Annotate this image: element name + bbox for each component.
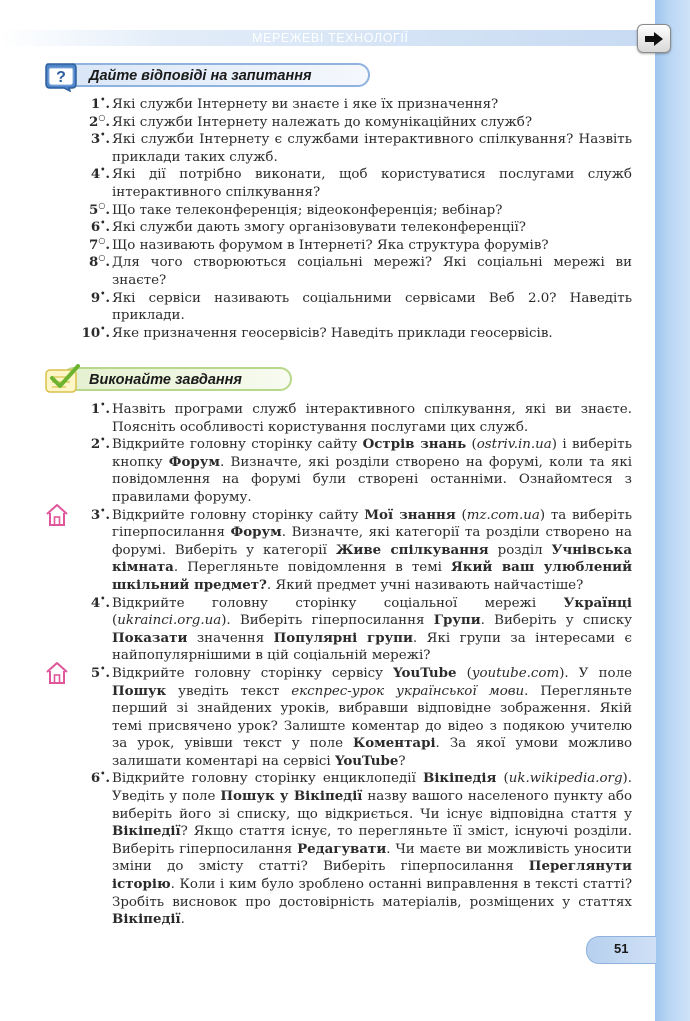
text-run: . Який предмет учні називають найчастіше? [266,577,584,593]
difficulty-mark: • [100,399,106,409]
italic-term: youtube.com [471,665,560,681]
checklist-icon [42,364,82,396]
question-text: Які сервіси називають соціальними сервісами Веб 2.0? Наведіть приклади. [112,290,632,324]
item-number: 5•. [90,662,110,681]
tasks-section-title: Виконайте завдання [89,372,242,388]
text-run: ( [455,507,467,523]
bold-term: Пошук у Вікіпедії [220,788,363,805]
text-run: . Які групи за інтересами є найпопулярнішими в цій соціальній мережі? [112,630,632,664]
item-number: 9•. [90,287,110,306]
text-run: ( [456,665,472,681]
difficulty-mark: • [100,592,106,603]
bold-term: Острів знань [362,436,467,453]
item-number-value: 6 [90,219,101,236]
text-run: . Перегляньте перший зі знайдених уроків, вибравши відповідне зображення. Якій темі присвячено урок? Залиште коментар до відео з подякою учителю за урок, увівши текст у поле [112,683,632,752]
bold-term: YouTube [393,664,457,681]
task-text [112,666,632,769]
text-run: Відкрийте головну сторінку сайту [112,507,365,523]
item-number: 2○. [89,111,110,130]
task-item [0,436,632,506]
item-number: 6•. [90,217,110,236]
bold-term: Групи [433,612,481,629]
item-number: 2•. [90,434,110,453]
task-text [112,402,632,435]
home-task-icon [44,660,70,686]
item-number-value: 10 [81,324,101,341]
questions-section-title: Дайте відповіді на запитання [89,68,312,84]
svg-text:?: ? [56,69,66,86]
text-run: . [180,912,185,928]
bold-term: Пошук [112,682,167,699]
item-number-value: 5 [90,664,101,681]
bold-term: Мої знання [364,506,456,523]
item-number-value: 3 [90,506,101,523]
question-text: Які служби Інтернету ви знаєте і яке їх призначення? [112,97,499,112]
task-item [0,770,632,928]
item-number: 7○. [89,234,110,253]
bold-term: Вікіпедії [112,911,181,928]
difficulty-mark: • [100,164,106,175]
text-run: ). Виберіть гіперпосилання [221,613,434,629]
difficulty-mark: • [100,287,106,298]
question-icon [42,60,82,92]
item-number-value: 4 [90,166,101,183]
question-text: Яке призначення геосервісів? Наведіть приклади геосервісів. [112,325,553,341]
text-run: ( [112,613,118,629]
item-number: 8○. [89,252,110,271]
arrow-right-icon [644,31,664,47]
task-text [112,437,632,505]
bold-term: Редагувати [297,840,387,857]
item-number: 3•. [90,129,110,148]
bold-term: Популярні групи [273,629,413,646]
bold-term: Учнівська кімната [112,541,632,576]
bold-term: Українці [563,594,632,611]
bold-term: Який ваш улюблений шкільний предмет? [112,559,633,593]
question-text: Що називають форумом в Інтернеті? Яка структура форумів? [112,237,549,253]
text-run: значення [187,630,274,646]
item-number-value: 2 [90,436,101,453]
question-item [0,96,632,114]
item-number-value: 6 [90,770,101,787]
difficulty-mark: ○ [98,234,106,245]
text-run: . За якої умови можливо залишати коментарі на сервісі [112,736,633,769]
text-run: ). У поле [559,665,632,681]
bold-term: Форум [230,524,282,541]
question-text: Які дії потрібно виконати, щоб користуватися послугами служб інтерактивного спілкування? [112,167,632,200]
item-number-value: 4 [90,594,101,611]
difficulty-mark: • [100,94,106,104]
task-text [112,771,632,927]
italic-term: ukrainci.org.ua [117,613,222,629]
questions-section-header [42,60,372,90]
question-item [0,234,632,255]
difficulty-mark: • [100,129,106,140]
italic-term: ostriv.in.ua [476,437,552,453]
text-run: Відкрийте головну сторінку сайту [112,437,363,453]
text-run: . Визначте, які категорії та розділи створено на форумі. Виберіть у категорії [112,525,632,558]
question-text: Які служби Інтернету належать до комунікаційних служб? [112,114,533,130]
bold-term: Форум [168,453,220,470]
tasks-section-header [42,364,302,394]
task-item [0,401,632,436]
bold-term: Показати [112,629,188,646]
page-number: 51 [614,941,629,956]
text-run: ? Якщо стаття існує, то перегляньте її зміст, існуючі розділи. Виберіть гіперпосилання [112,824,632,857]
question-item [0,166,632,201]
question-text: Для чого створюються соціальні мережі? Які соціальні мережі ви знаєте? [112,255,632,288]
text-run: розділ [488,542,552,558]
difficulty-mark: • [100,662,106,673]
text-run: Назвіть програми служб інтерактивного спілкування, які ви знаєте. Поясніть особливості користування послугами цих служб. [112,402,632,435]
difficulty-mark: • [100,217,106,228]
difficulty-mark: • [100,322,106,333]
question-text: Які служби Інтернету є службами інтерактивного спілкування? Назвіть приклади таких служб. [112,132,632,165]
question-item [0,131,632,166]
text-run: . Чи маєте ви можливість уносити зміни до змісту статті? Виберіть гіперпосилання [112,841,632,875]
item-number: 5○. [89,199,110,218]
item-number-value: 2 [89,113,99,130]
item-number: 6•. [90,768,110,787]
bold-term: Вікіпедія [423,770,497,787]
difficulty-mark: ○ [98,252,106,263]
question-item [0,111,632,132]
difficulty-mark: • [100,434,106,445]
text-run: ). Уведіть у поле [112,771,632,805]
questions-list [0,96,632,342]
task-item [0,592,632,665]
question-item [0,254,632,289]
question-item [0,322,632,343]
item-number: 1•. [90,94,110,112]
question-text: Що таке телеконференція; відеоконференція; вебінар? [112,202,503,218]
text-run: Відкрийте головну сторінку сервісу [112,665,394,681]
item-number: 4•. [90,164,110,183]
item-number-value: 1 [90,96,101,112]
page-margin-band [655,0,690,1021]
question-text: Які служби дають змогу організовувати телеконференції? [112,220,526,236]
item-number: 4•. [90,592,110,611]
bold-term: Вікіпедії [112,823,181,840]
text-run: . Виберіть у списку [480,613,632,629]
question-item [0,219,632,237]
text-run: ? [398,753,406,769]
text-run: ) та виберіть гіперпосилання [112,507,632,541]
item-number-value: 5 [89,201,99,218]
tasks-list [0,401,632,929]
bold-term: YouTube [334,752,399,769]
question-item [0,199,632,220]
task-item [0,662,633,771]
question-item [0,287,632,325]
task-item [0,504,633,595]
text-run: Відкрийте головну сторінку соціальної мережі [112,595,564,611]
difficulty-mark: • [100,768,106,779]
task-text [112,596,632,664]
text-run: ( [466,437,477,453]
text-run: ( [496,771,509,787]
item-number-value: 7 [89,236,99,253]
item-number-value: 9 [90,289,101,306]
text-run: . Коли і ким було зроблено останні виправлення в тексті статті? Зробіть висновок про достовірність матеріалів, розміщених у статтях [112,877,632,910]
bold-term: Коментарі [353,735,436,752]
item-number: 3•. [90,504,110,523]
text-run: . Визначте, які розділи створено на форумі, коли та які повідомлення на форумі були створені останніми. Ознайомтеся з правилами форуму. [112,454,632,505]
text-run: уведіть текст [166,683,292,699]
bold-term: Живе спілкування [335,541,489,558]
home-task-icon [44,502,70,528]
text-run: назву вашого населеного пункту або виберіть його зі списку, що відкриється. Чи існує відповідна стаття у [112,789,633,822]
item-number-value: 8 [89,254,99,271]
item-number-value: 3 [90,131,101,148]
text-run: . Перегляньте повідомлення в темі [173,560,451,576]
bold-term: Переглянути історію [112,858,632,893]
chapter-title: МЕРЕЖЕВІ ТЕХНОЛОГІЇ [252,31,409,45]
italic-term: mz.com.ua [466,507,540,523]
text-run: Відкрийте головну сторінку енциклопедії [112,771,423,787]
italic-term: експрес-урок української мови [291,683,525,699]
item-number-value: 1 [90,401,101,417]
difficulty-mark: ○ [98,111,106,122]
task-text [112,508,632,593]
item-number: 1•. [90,399,110,417]
text-run: ) і виберіть кнопку [112,437,632,470]
difficulty-mark: ○ [98,199,106,210]
next-page-button[interactable] [637,24,671,53]
item-number: 10•. [81,322,110,341]
italic-term: uk.wikipedia.org [508,771,623,787]
difficulty-mark: • [100,504,106,515]
